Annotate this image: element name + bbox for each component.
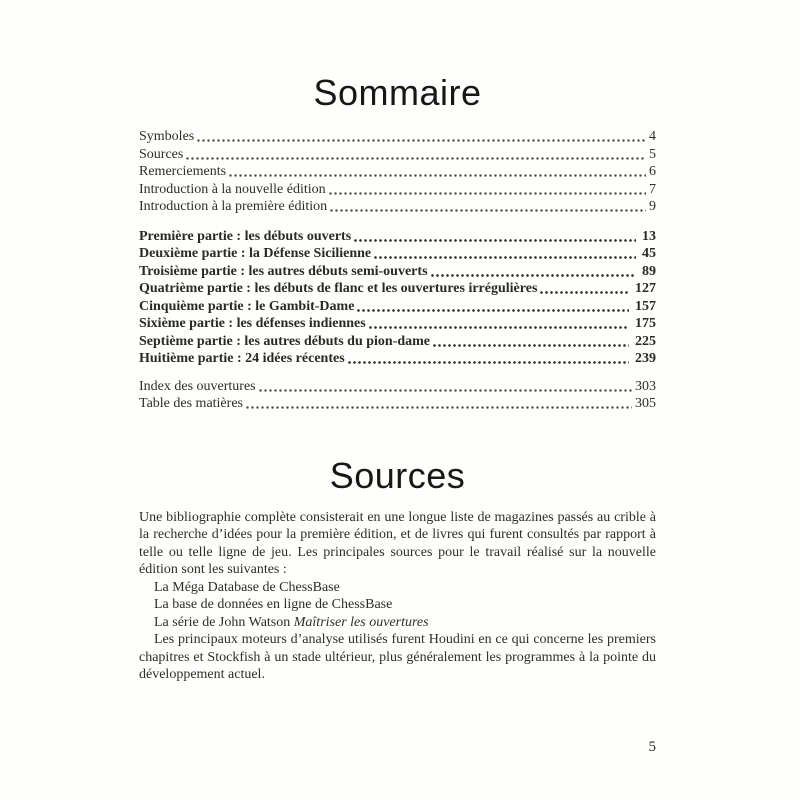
dot-leader xyxy=(258,378,632,396)
toc-entry-label: Troisième partie : les autres débuts semi-ouverts xyxy=(139,263,428,279)
sources-paragraph-2: Les principaux moteurs d’analyse utilisés furent Houdini en ce qui concerne les premiers chapitres et Stockfish à un stade ultérieur, plus généralement les programmes à la pointe du développement actuel. xyxy=(139,632,656,682)
toc-entry xyxy=(139,163,656,181)
dot-leader xyxy=(329,198,646,216)
toc-entry-label: Cinquième partie : le Gambit-Dame xyxy=(139,298,355,314)
page-content-column xyxy=(139,0,656,684)
toc-entry-page: 9 xyxy=(649,199,656,214)
toc-entry-page: 13 xyxy=(642,228,656,244)
toc-entry-label: Symboles xyxy=(139,129,195,144)
toc-entry xyxy=(139,350,656,368)
sources-list-item: La Méga Database de ChessBase xyxy=(154,579,340,595)
dot-leader xyxy=(432,333,629,351)
toc-entry xyxy=(139,245,656,263)
toc-entry-label: Introduction à la nouvelle édition xyxy=(139,181,326,197)
dot-leader xyxy=(185,146,646,164)
toc-section-parts xyxy=(139,228,656,368)
dot-leader xyxy=(328,181,646,199)
toc-entry xyxy=(139,181,656,199)
toc-entry-page: 4 xyxy=(649,129,656,144)
toc-entry-page: 127 xyxy=(635,281,656,296)
toc-entry-page: 305 xyxy=(635,396,656,411)
toc-entry xyxy=(139,280,656,298)
toc-entry-label: Remerciements xyxy=(139,164,227,179)
sources-list-item: La base de données en ligne de ChessBase xyxy=(154,597,393,612)
dot-leader xyxy=(228,163,646,181)
toc-section-front-matter xyxy=(139,128,656,216)
dot-leader xyxy=(347,350,629,368)
toc-entry xyxy=(139,378,656,396)
sources-list-item xyxy=(139,614,656,632)
page-number: 5 xyxy=(648,739,656,755)
toc-entry xyxy=(139,263,656,281)
toc-entry-label: Première partie : les débuts ouverts xyxy=(139,228,352,244)
dot-leader xyxy=(245,395,632,413)
toc-entry xyxy=(139,198,656,216)
sources-list xyxy=(139,579,656,632)
dot-leader xyxy=(373,245,636,263)
toc-title: Sommaire xyxy=(313,72,482,113)
toc-entry-page: 157 xyxy=(635,298,656,314)
toc-entry xyxy=(139,333,656,351)
sources-title: Sources xyxy=(329,454,466,496)
toc-entry-label: Table des matières xyxy=(139,396,243,411)
toc-entry xyxy=(139,315,656,333)
toc-entry-page: 45 xyxy=(642,246,656,261)
toc-entry xyxy=(139,298,656,316)
dot-leader xyxy=(353,228,636,246)
toc-entry-label: Quatrième partie : les débuts de flanc et les ouvertures irrégulières xyxy=(139,281,538,296)
toc-entry-page: 225 xyxy=(635,333,656,349)
toc-entry-page: 5 xyxy=(649,146,656,162)
dot-leader xyxy=(196,128,646,146)
toc-entry xyxy=(139,146,656,164)
toc-entry xyxy=(139,395,656,413)
toc-entry-label: Sources xyxy=(139,146,184,162)
toc-entry-page: 239 xyxy=(635,351,656,366)
dot-leader xyxy=(430,263,636,281)
toc-entry-page: 303 xyxy=(635,378,656,394)
dot-leader xyxy=(539,280,629,298)
toc-entry-page: 6 xyxy=(649,164,656,179)
toc-entry-label: Introduction à la première édition xyxy=(139,199,328,214)
toc-entry-page: 7 xyxy=(649,181,656,197)
sources-paragraph-1: Une bibliographie complète consisterait en une longue liste de magazines passés au crible à la recherche d’idées pour la première édition, et de livres qui furent consultés par rapport à telle ou telle ligne de jeu. Les principales sources pour le travail réalisé sur la nouvelle édition sont les suivantes : xyxy=(139,509,656,577)
dot-leader xyxy=(368,315,629,333)
toc-entry xyxy=(139,128,656,146)
toc-entry-page: 89 xyxy=(642,263,656,279)
toc-entry-label: Index des ouvertures xyxy=(139,378,256,394)
toc-entry-label: Sixième partie : les défenses indiennes xyxy=(139,316,366,331)
toc-section-back-matter xyxy=(139,378,656,413)
dot-leader xyxy=(356,298,629,316)
sources-list-item-book-title: Maîtriser les ouvertures xyxy=(293,614,429,630)
sources-list-item-text: La série de John Watson xyxy=(154,614,294,630)
toc-entry-label: Deuxième partie : la Défense Sicilienne xyxy=(139,246,372,261)
toc-entry-label: Septième partie : les autres débuts du pion-dame xyxy=(139,333,431,349)
toc-entry xyxy=(139,228,656,246)
toc-entry-page: 175 xyxy=(635,316,656,331)
toc-entry-label: Huitième partie : 24 idées récentes xyxy=(139,351,345,366)
